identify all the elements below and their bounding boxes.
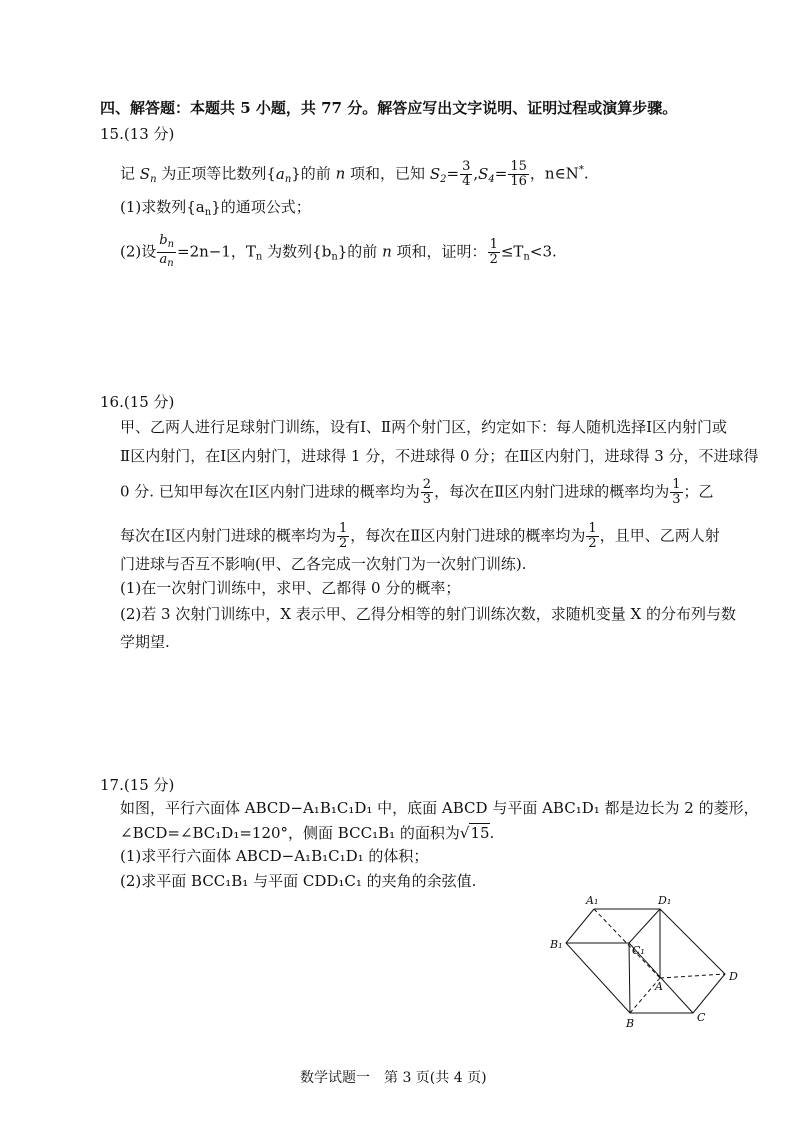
q16-line5: 门进球与否互不影响(甲、乙各完成一次射门为一次射门训练). [120, 555, 527, 573]
q16-part1: (1)在一次射门训练中，求甲、乙都得 0 分的概率； [120, 579, 461, 597]
q16-fraction-p4: $\frac{1}{2}$ [588, 521, 597, 551]
label-c: C [697, 1011, 706, 1024]
q16-line4: 每次在Ⅰ区内射门进球的概率均为 $\frac{1}{2}$ ，每次在Ⅱ区内射门进球的概率均为 $\frac{1}{2}$ ，且甲、乙两人射 [120, 521, 720, 551]
label-b1: B₁ [550, 938, 563, 951]
label-a: A [655, 980, 663, 993]
q17-part1: (1)求平行六面体 ABCD−A₁B₁C₁D₁ 的体积； [120, 847, 429, 865]
q16-fraction-p3: $\frac{1}{2}$ [338, 521, 348, 551]
q15-number: 15.(13 分) [100, 125, 175, 143]
q15-part1: (1)求数列$\{a_n\}$的通项公式； [120, 198, 311, 218]
page-footer: 数学试题一 第 3 页(共 4 页) [300, 1070, 487, 1086]
q16-part2-cont: 学期望. [120, 633, 170, 651]
q15-fraction-bn-an: $\frac{b_n}{a_n}$ [159, 233, 175, 269]
q15-intro: 记 $S_n$ 为正项等比数列$\{a_n\}$的前 n 项和，已知 $S_2=$ $\frac{3}{4}$ $,S_4=$ $\frac{15}{16}$ ，n∈N*. [120, 159, 589, 189]
label-b: B [626, 1017, 635, 1030]
q16-line3: 0 分. 已知甲每次在Ⅰ区内射门进球的概率均为 $\frac{2}{3}$ ，每次在Ⅱ区内射门进球的概率均为 $\frac{1}{3}$ ；乙 [120, 477, 714, 507]
label-c1: C₁ [632, 944, 645, 957]
q17-number: 17.(15 分) [100, 776, 175, 794]
q15-fraction-s2: $\frac{3}{4}$ [462, 159, 471, 189]
q15-part2: (2)设 $\frac{b_n}{a_n}$ =2n−1，$T_n$ 为数列$\{b_n\}$的前 n 项和，证明： $\frac{1}{2}$ $\le T_n<3$. [120, 233, 557, 269]
q17-line1: 如图，平行六面体 ABCD−A₁B₁C₁D₁ 中，底面 ABCD 与平面 ABC₁D₁ 都是边长为 2 的菱形， [120, 799, 759, 817]
q17-part2: (2)求平面 BCC₁B₁ 与平面 CDD₁C₁ 的夹角的余弦值. [120, 872, 477, 890]
q15-fraction-s4: $\frac{15}{16}$ [510, 159, 527, 189]
parallelepiped-figure [540, 890, 750, 1030]
q15-fraction-half: $\frac{1}{2}$ [489, 237, 498, 267]
section-header: 四、解答题：本题共 5 小题，共 77 分。解答应写出文字说明、证明过程或演算步骤。 [100, 99, 678, 117]
label-d1: D₁ [658, 894, 672, 907]
q16-line1: 甲、乙两人进行足球射门训练，设有Ⅰ、Ⅱ两个射门区，约定如下：每人随机选择Ⅰ区内射门或 [120, 418, 728, 436]
q16-line2: Ⅱ区内射门，在Ⅰ区内射门，进球得 1 分，不进球得 0 分；在Ⅱ区内射门，进球得 3 分，不进球得 [120, 447, 759, 465]
q16-number: 16.(15 分) [100, 393, 175, 411]
figure-solid-edges [566, 909, 725, 1013]
label-a1: A₁ [586, 894, 599, 907]
q17-line2: ∠BCD=∠BC₁D₁=120°，侧面 BCC₁B₁ 的面积为√15. [120, 824, 495, 842]
q16-fraction-p1: $\frac{2}{3}$ [422, 477, 432, 507]
q16-part2: (2)若 3 次射门训练中，X 表示甲、乙得分相等的射门训练次数，求随机变量 X 的分布列与数 [120, 605, 736, 623]
label-d: D [729, 970, 738, 983]
q16-fraction-p2: $\frac{1}{3}$ [672, 477, 681, 507]
